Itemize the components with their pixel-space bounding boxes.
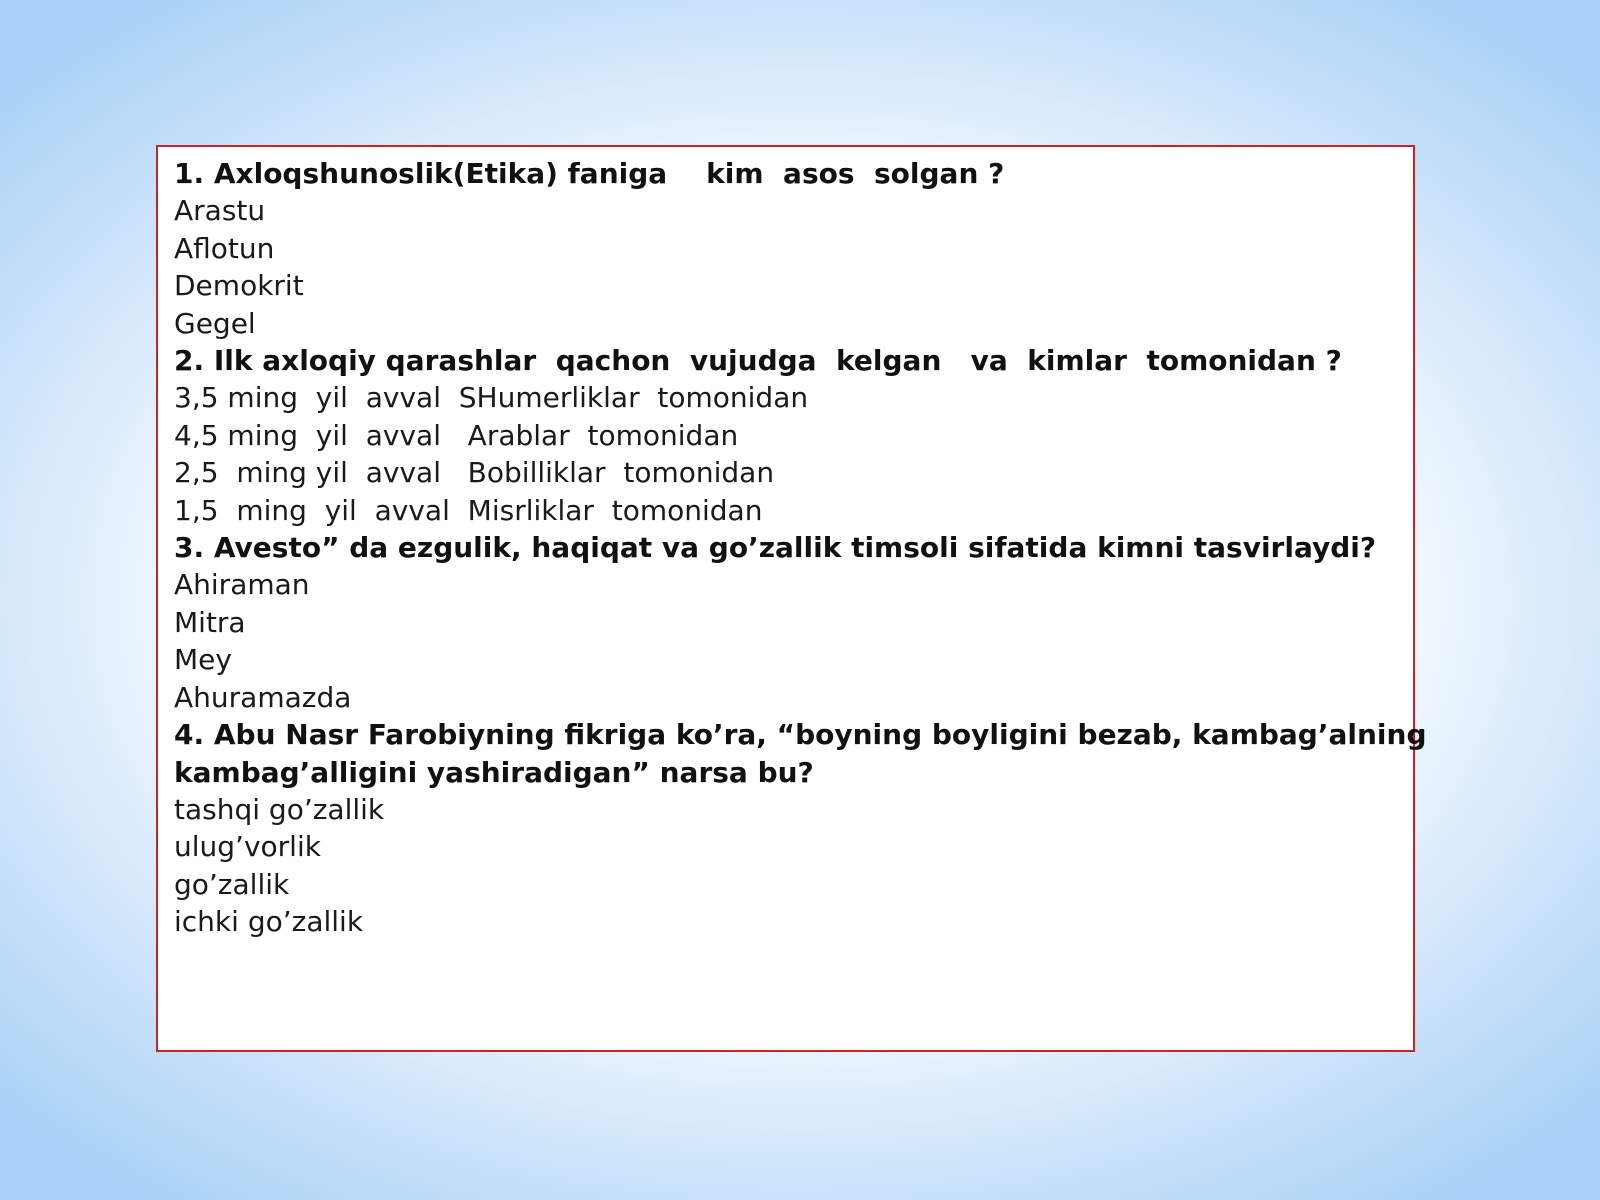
question-2-text: 2. Ilk axloqiy qarashlar qachon vujudga kelgan va kimlar tomonidan ?	[174, 344, 1342, 378]
question-4-option-1: tashqi go’zallik	[174, 792, 385, 826]
question-block-3	[174, 529, 1399, 716]
question-3-option-4: Ahuramazda	[174, 680, 352, 714]
question-1-option-4: Gegel	[174, 306, 256, 340]
question-2-option-2: 4,5 ming yil avval Arablar tomonidan	[174, 418, 739, 452]
question-1-option-1: Arastu	[174, 194, 266, 228]
question-3-option-1: Ahiraman	[174, 568, 310, 602]
question-2-option-3: 2,5 ming yil avval Bobilliklar tomonidan	[174, 456, 775, 490]
question-4-option-4: ichki go’zallik	[174, 905, 364, 939]
question-4-option-2: ulug’vorlik	[174, 830, 321, 864]
quiz-panel	[156, 145, 1427, 1052]
question-3-option-2: Mitra	[174, 605, 246, 639]
question-2-option-1: 3,5 ming yil avval SHumerliklar tomonidan	[174, 381, 809, 415]
question-1-option-2: Aflotun	[174, 231, 275, 265]
question-1-text: 1. Axloqshunoslik(Etika) faniga kim asos solgan ?	[174, 157, 1005, 190]
question-2-option-4: 1,5 ming yil avval Misrliklar tomonidan	[174, 493, 763, 527]
question-block-1	[174, 155, 1399, 342]
question-3-text: 3. Avesto” da ezgulik, haqiqat va go’zallik timsoli sifatida kimni tasvirlaydi?	[174, 531, 1377, 565]
question-4-option-3: go’zallik	[174, 867, 290, 901]
question-4-text-line-2: kambag’alligini yashiradigan” narsa bu?	[174, 755, 814, 789]
question-4-text-line-1: 4. Abu Nasr Farobiyning fikriga ko’ra, “boyning boyligini bezab, kambag’alning	[174, 718, 1427, 752]
question-1-option-3: Demokrit	[174, 269, 304, 303]
question-block-4	[174, 716, 1427, 940]
question-block-2	[174, 342, 1399, 529]
question-3-option-3: Mey	[174, 643, 232, 677]
